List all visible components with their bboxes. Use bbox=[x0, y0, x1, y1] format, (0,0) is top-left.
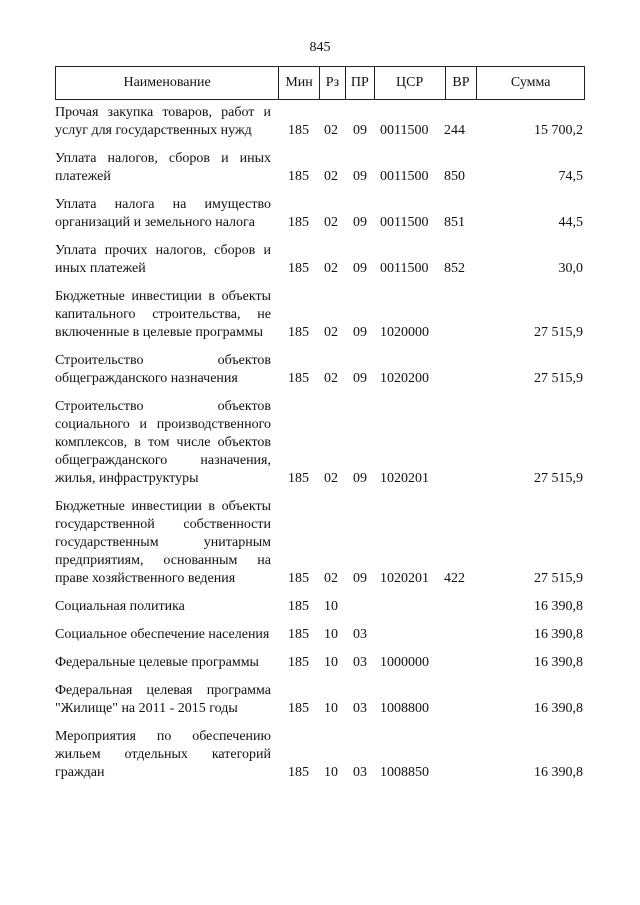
row-pr: 09 bbox=[353, 169, 367, 184]
row-min: 185 bbox=[288, 655, 309, 670]
row-min: 185 bbox=[288, 325, 309, 340]
row-sum: 27 515,9 bbox=[534, 571, 583, 586]
row-min: 185 bbox=[288, 701, 309, 716]
row-pr: 03 bbox=[353, 701, 367, 716]
page-number: 845 bbox=[309, 40, 331, 55]
row-pr: 03 bbox=[353, 765, 367, 780]
row-rz: 02 bbox=[324, 169, 338, 184]
row-name: Федеральная целевая программа "Жилище" на 2011 - 2015 годы bbox=[55, 683, 271, 716]
row-name: Федеральные целевые программы bbox=[55, 655, 259, 670]
row-rz: 02 bbox=[324, 471, 338, 486]
row-rz: 10 bbox=[324, 655, 338, 670]
row-min: 185 bbox=[288, 123, 309, 138]
row-name: Строительство объектов общегражданского назначения bbox=[55, 353, 271, 386]
table-header bbox=[55, 66, 585, 100]
row-pr: 09 bbox=[353, 325, 367, 340]
row-sum: 16 390,8 bbox=[534, 627, 583, 642]
row-name: Уплата налога на имущество организаций и земельного налога bbox=[55, 197, 271, 230]
row-vr: 850 bbox=[444, 169, 465, 184]
table-row bbox=[55, 654, 585, 672]
row-rz: 02 bbox=[324, 215, 338, 230]
row-pr: 09 bbox=[353, 123, 367, 138]
row-vr: 852 bbox=[444, 261, 465, 276]
row-csr: 1020201 bbox=[380, 571, 429, 586]
row-csr: 1008800 bbox=[380, 701, 429, 716]
row-rz: 02 bbox=[324, 371, 338, 386]
row-min: 185 bbox=[288, 371, 309, 386]
row-rz: 02 bbox=[324, 571, 338, 586]
row-csr: 0011500 bbox=[380, 215, 429, 230]
row-pr: 03 bbox=[353, 627, 367, 642]
row-pr: 09 bbox=[353, 215, 367, 230]
column-header-pr: ПР bbox=[346, 67, 375, 99]
row-min: 185 bbox=[288, 169, 309, 184]
row-sum: 74,5 bbox=[558, 169, 583, 184]
row-csr: 1000000 bbox=[380, 655, 429, 670]
row-pr: 09 bbox=[353, 371, 367, 386]
row-csr: 1020200 bbox=[380, 371, 429, 386]
row-name: Социальное обеспечение населения bbox=[55, 627, 270, 642]
row-rz: 02 bbox=[324, 325, 338, 340]
row-min: 185 bbox=[288, 261, 309, 276]
row-sum: 27 515,9 bbox=[534, 471, 583, 486]
column-header-rz: Рз bbox=[320, 67, 346, 99]
row-rz: 02 bbox=[324, 123, 338, 138]
table-row bbox=[55, 150, 585, 186]
row-name: Уплата налогов, сборов и иных платежей bbox=[55, 151, 271, 184]
table-row bbox=[55, 498, 585, 588]
table-row bbox=[55, 626, 585, 644]
column-header-sum: Сумма bbox=[510, 75, 551, 90]
row-rz: 10 bbox=[324, 765, 338, 780]
row-rz: 10 bbox=[324, 701, 338, 716]
row-min: 185 bbox=[288, 471, 309, 486]
row-name: Социальная политика bbox=[55, 599, 185, 614]
row-name: Бюджетные инвестиции в объекты государственной собственности государственным унитарным предприятиям, основанным на праве хозяйственного ведения bbox=[55, 499, 271, 586]
row-rz: 10 bbox=[324, 627, 338, 642]
row-csr: 1020000 bbox=[380, 325, 429, 340]
row-sum: 16 390,8 bbox=[534, 599, 583, 614]
row-sum: 16 390,8 bbox=[534, 655, 583, 670]
row-min: 185 bbox=[288, 571, 309, 586]
row-pr: 09 bbox=[353, 261, 367, 276]
table-row bbox=[55, 728, 585, 782]
row-min: 185 bbox=[288, 599, 309, 614]
row-name: Мероприятия по обеспечению жильем отдельных категорий граждан bbox=[55, 729, 271, 780]
row-name: Строительство объектов социального и производственного комплексов, в том числе объектов общегражданского назначения, жилья, инфраструктуры bbox=[55, 399, 271, 486]
row-name: Прочая закупка товаров, работ и услуг для государственных нужд bbox=[55, 105, 271, 138]
table-row bbox=[55, 682, 585, 718]
table-row bbox=[55, 598, 585, 616]
row-sum: 44,5 bbox=[558, 215, 583, 230]
row-sum: 27 515,9 bbox=[534, 371, 583, 386]
row-min: 185 bbox=[288, 215, 309, 230]
table-row bbox=[55, 352, 585, 388]
row-pr: 09 bbox=[353, 471, 367, 486]
row-min: 185 bbox=[288, 627, 309, 642]
column-header-min: Мин bbox=[279, 67, 320, 99]
column-header-csr: ЦСР bbox=[375, 67, 446, 99]
row-sum: 15 700,2 bbox=[534, 123, 583, 138]
row-name: Бюджетные инвестиции в объекты капитального строительства, не включенные в целевые программы bbox=[55, 289, 271, 340]
table-row bbox=[55, 104, 585, 140]
row-csr: 1020201 bbox=[380, 471, 429, 486]
column-header-name: Наименование bbox=[56, 67, 279, 99]
row-sum: 27 515,9 bbox=[534, 325, 583, 340]
row-pr: 09 bbox=[353, 571, 367, 586]
table-row bbox=[55, 288, 585, 342]
row-csr: 0011500 bbox=[380, 169, 429, 184]
row-vr: 244 bbox=[444, 123, 465, 138]
row-sum: 30,0 bbox=[558, 261, 583, 276]
row-csr: 0011500 bbox=[380, 261, 429, 276]
column-header-vr: ВР bbox=[446, 67, 478, 99]
row-name: Уплата прочих налогов, сборов и иных платежей bbox=[55, 243, 271, 276]
row-sum: 16 390,8 bbox=[534, 701, 583, 716]
row-csr: 1008850 bbox=[380, 765, 429, 780]
table-row bbox=[55, 398, 585, 488]
row-pr: 03 bbox=[353, 655, 367, 670]
table-row bbox=[55, 196, 585, 232]
row-vr: 422 bbox=[444, 571, 465, 586]
row-vr: 851 bbox=[444, 215, 465, 230]
row-rz: 02 bbox=[324, 261, 338, 276]
row-min: 185 bbox=[288, 765, 309, 780]
table-row bbox=[55, 242, 585, 278]
row-sum: 16 390,8 bbox=[534, 765, 583, 780]
table-body bbox=[55, 104, 585, 792]
row-rz: 10 bbox=[324, 599, 338, 614]
row-csr: 0011500 bbox=[380, 123, 429, 138]
